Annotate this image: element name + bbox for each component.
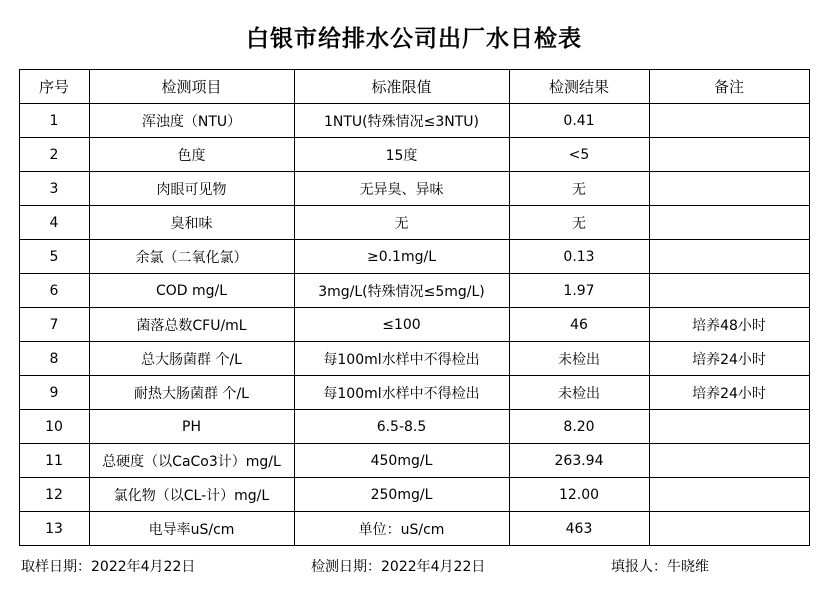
cell-item: 肉眼可见物 [89,172,294,206]
cell-limit: 无 [294,206,509,240]
cell-no: 7 [19,308,89,342]
cell-result: 46 [509,308,649,342]
table-row [19,172,809,206]
cell-result: 1.97 [509,274,649,308]
reporter-name: 填报人：牛晓维 [611,559,709,575]
cell-limit: 1NTU(特殊情况≤3NTU) [294,104,509,138]
cell-item: 菌落总数CFU/mL [89,308,294,342]
cell-item: 余氯（二氧化氯） [89,240,294,274]
cell-no: 6 [19,274,89,308]
cell-no: 5 [19,240,89,274]
cell-result: 未检出 [509,342,649,376]
cell-remark: 培养48小时 [649,308,809,342]
cell-result: 0.13 [509,240,649,274]
cell-remark: 培养24小时 [649,342,809,376]
cell-result: 无 [509,206,649,240]
cell-no: 10 [19,410,89,444]
cell-no: 8 [19,342,89,376]
cell-remark [649,274,809,308]
column-header-limit: 标准限值 [294,70,509,104]
table-row [19,274,809,308]
testing-date: 检测日期：2022年4月22日 [311,559,486,575]
page-title: 白银市给排水公司出厂水日检表 [246,26,582,52]
cell-result: 463 [509,512,649,546]
table-row [19,376,809,410]
cell-no: 9 [19,376,89,410]
cell-limit: 6.5-8.5 [294,410,509,444]
cell-item: 色度 [89,138,294,172]
cell-no: 13 [19,512,89,546]
cell-item: 氯化物（以CL-计）mg/L [89,478,294,512]
cell-limit: 无异臭、异味 [294,172,509,206]
cell-item: 总大肠菌群 个/L [89,342,294,376]
table-row [19,342,809,376]
table-row [19,444,809,478]
cell-item: COD mg/L [89,274,294,308]
cell-limit: 15度 [294,138,509,172]
cell-remark [649,104,809,138]
cell-item: PH [89,410,294,444]
cell-result: 0.41 [509,104,649,138]
table-row [19,308,809,342]
cell-remark [649,172,809,206]
table-row [19,240,809,274]
table-body [19,104,809,546]
column-header-no: 序号 [19,70,89,104]
cell-no: 11 [19,444,89,478]
document-page [0,20,828,591]
cell-result: 未检出 [509,376,649,410]
cell-item: 臭和味 [89,206,294,240]
table-row [19,206,809,240]
column-header-result: 检测结果 [509,70,649,104]
cell-remark [649,444,809,478]
cell-result: 无 [509,172,649,206]
cell-remark: 培养24小时 [649,376,809,410]
table-row [19,138,809,172]
table-row [19,410,809,444]
cell-limit: 单位：uS/cm [294,512,509,546]
table-row [19,478,809,512]
cell-no: 12 [19,478,89,512]
column-header-item: 检测项目 [89,70,294,104]
cell-item: 电导率uS/cm [89,512,294,546]
cell-limit: 每100ml水样中不得检出 [294,342,509,376]
cell-item: 浑浊度（NTU） [89,104,294,138]
column-header-remark: 备注 [649,70,809,104]
cell-limit: 3mg/L(特殊情况≤5mg/L) [294,274,509,308]
cell-remark [649,410,809,444]
cell-no: 1 [19,104,89,138]
cell-item: 耐热大肠菌群 个/L [89,376,294,410]
cell-limit: ≥0.1mg/L [294,240,509,274]
cell-no: 2 [19,138,89,172]
cell-limit: 250mg/L [294,478,509,512]
cell-remark [649,206,809,240]
cell-limit: ≤100 [294,308,509,342]
cell-remark [649,138,809,172]
cell-result: <5 [509,138,649,172]
table-row [19,512,809,546]
cell-result: 8.20 [509,410,649,444]
cell-remark [649,478,809,512]
cell-result: 263.94 [509,444,649,478]
document-footer [19,556,809,576]
water-quality-table [19,69,810,546]
table-header-row [19,70,809,104]
cell-no: 3 [19,172,89,206]
cell-limit: 450mg/L [294,444,509,478]
cell-result: 12.00 [509,478,649,512]
cell-item: 总硬度（以CaCo3计）mg/L [89,444,294,478]
sampling-date: 取样日期：2022年4月22日 [21,559,196,575]
cell-limit: 每100ml水样中不得检出 [294,376,509,410]
cell-remark [649,512,809,546]
cell-no: 4 [19,206,89,240]
table-row [19,104,809,138]
cell-remark [649,240,809,274]
